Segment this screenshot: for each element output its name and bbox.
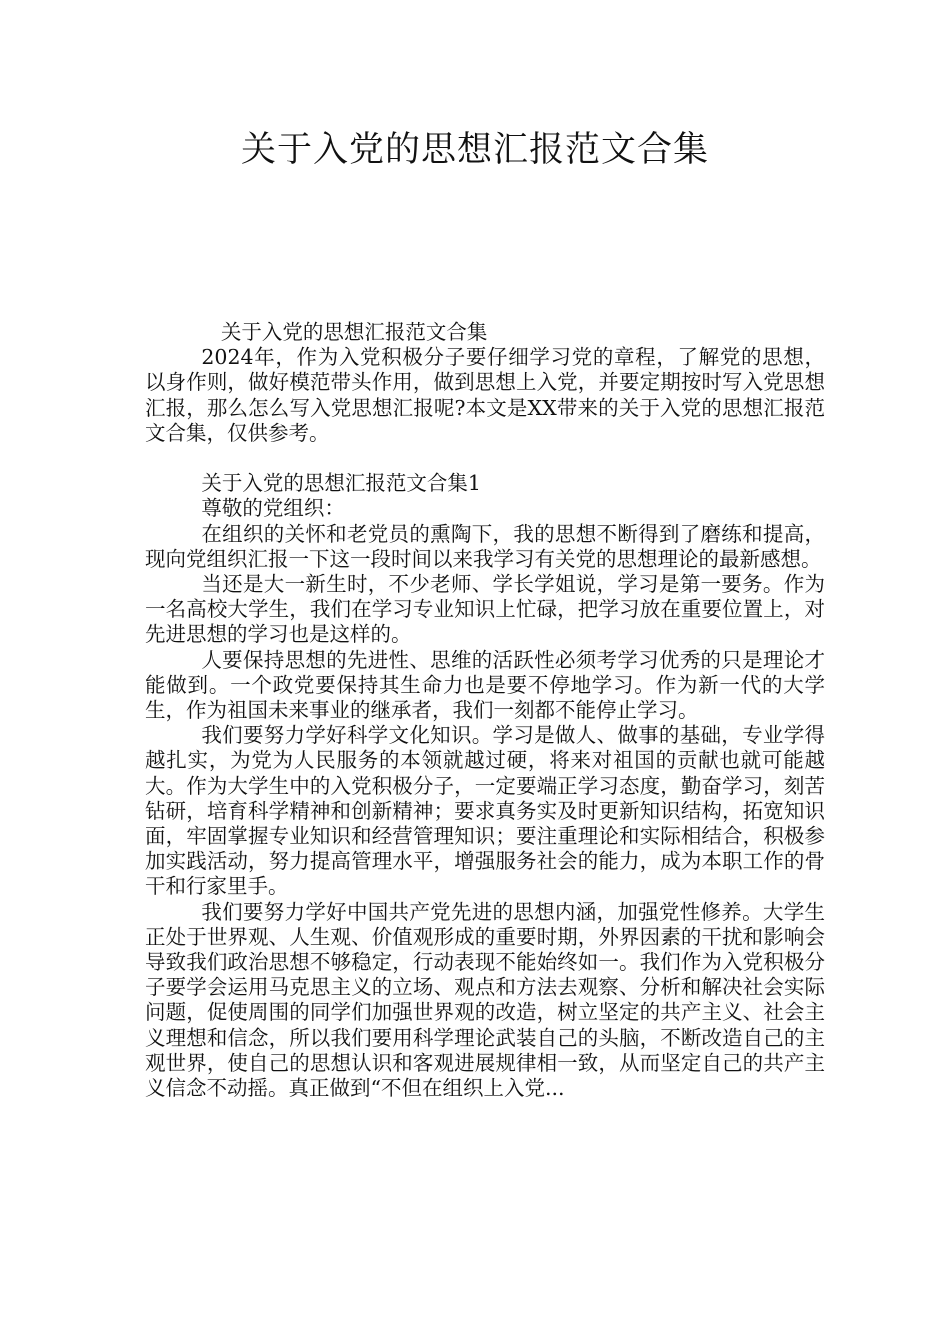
document-body — [145, 320, 825, 1101]
body-paragraph: 当还是大一新生时，不少老师、学长学姐说，学习是第一要务。作为一名高校大学生，我们在学习专业知识上忙碌，把学习放在重要位置上，对先进思想的学习也是这样的。 — [145, 572, 825, 647]
body-paragraph: 我们要努力学好中国共产党先进的思想内涵，加强党性修养。大学生正处于世界观、人生观、价值观形成的重要时期，外界因素的干扰和影响会导致我们政治思想不够稳定，行动表现不能始终如一。我们作为入党积极分子要学会运用马克思主义的立场、观点和方法去观察、分析和解决社会实际问题，促使周围的同学们加强世界观的改造，树立坚定的共产主义、社会主义理想和信念，所以我们要用科学理论武装自己的头脑，不断改造自己的主观世界，使自己的思想认识和客观进展规律相一致，从而坚定自己的共产主义信念不动摇。真正做到“不但在组织上入党... — [145, 899, 825, 1101]
document-subtitle: 关于入党的思想汇报范文合集 — [220, 320, 488, 344]
intro-paragraph: 2024年，作为入党积极分子要仔细学习党的章程，了解党的思想，以身作则，做好模范带头作用，做到思想上入党，并要定期按时写入党思想汇报，那么怎么写入党思想汇报呢?本文是XX带来的关于入党的思想汇报范文合集，仅供参考。 — [145, 345, 825, 445]
document-title: 关于入党的思想汇报范文合集 — [240, 130, 709, 170]
body-paragraph: 我们要努力学好科学文化知识。学习是做人、做事的基础，专业学得越扎实，为党为人民服务的本领就越过硬，将来对祖国的贡献也就可能越大。作为大学生中的入党积极分子，一定要端正学习态度，勤奋学习，刻苦钻研，培育科学精神和创新精神；要求真务实及时更新知识结构，拓宽知识面，牢固掌握专业知识和经营管理知识；要注重理论和实际相结合，积极参加实践活动，努力提高管理水平，增强服务社会的能力，成为本职工作的骨干和行家里手。 — [145, 723, 825, 899]
paragraph-spacer — [145, 446, 825, 471]
salutation: 尊敬的党组织： — [201, 496, 345, 521]
body-paragraph: 在组织的关怀和老党员的熏陶下，我的思想不断得到了磨练和提高，现向党组织汇报一下这一段时间以来我学习有关党的思想理论的最新感想。 — [145, 521, 825, 571]
body-paragraph: 人要保持思想的先进性、思维的活跃性必须考学习优秀的只是理论才能做到。一个政党要保持其生命力也是要不停地学习。作为新一代的大学生，作为祖国未来事业的继承者，我们一刻都不能停止学习。 — [145, 647, 825, 723]
section-heading: 关于入党的思想汇报范文合集1 — [201, 471, 481, 496]
